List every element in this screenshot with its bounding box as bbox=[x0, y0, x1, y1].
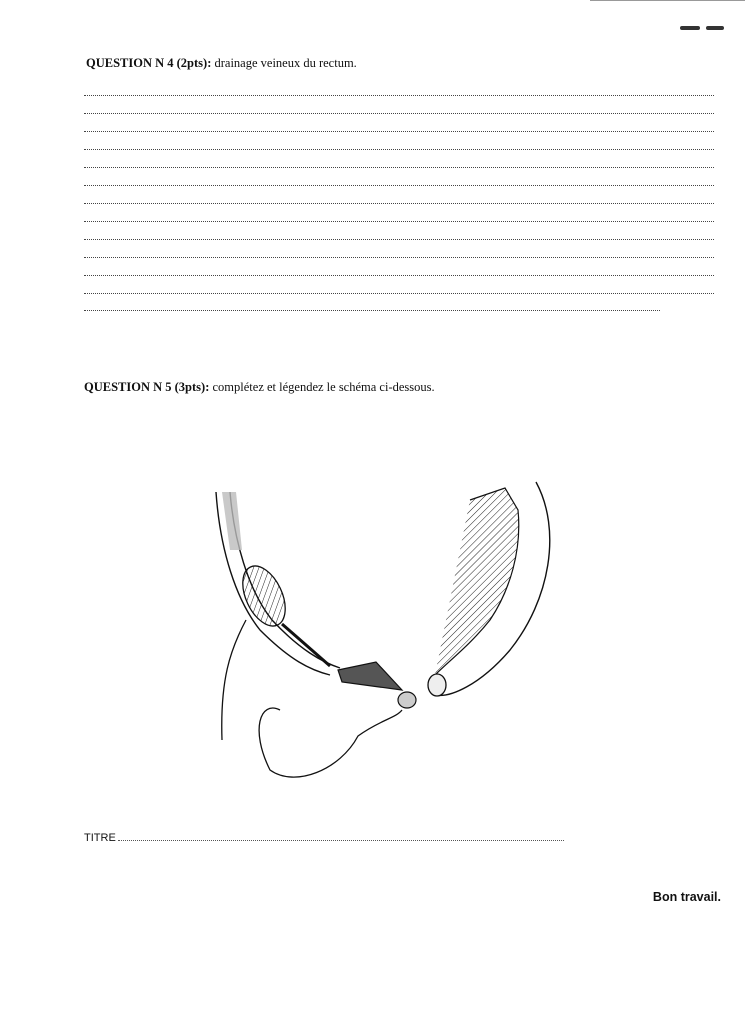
answer-line[interactable] bbox=[84, 148, 714, 150]
connecting-band bbox=[282, 624, 330, 666]
left-oval-structure bbox=[234, 559, 294, 632]
left-tube-shading bbox=[222, 492, 242, 550]
titre-label: TITRE bbox=[84, 832, 116, 844]
question-4-heading bbox=[86, 56, 357, 71]
answer-line[interactable] bbox=[84, 309, 660, 311]
triangular-structure bbox=[338, 662, 402, 690]
answer-line[interactable] bbox=[84, 292, 714, 294]
right-tube-opening bbox=[428, 674, 446, 696]
answer-line[interactable] bbox=[84, 202, 714, 204]
answer-line[interactable] bbox=[84, 238, 714, 240]
answer-line[interactable] bbox=[84, 112, 714, 114]
corner-scribble-mark bbox=[680, 26, 700, 30]
anatomical-sketch bbox=[150, 470, 590, 810]
question-4-text: drainage veineux du rectum. bbox=[211, 56, 357, 70]
top-edge-rule bbox=[590, 0, 745, 1]
titre-field[interactable] bbox=[84, 832, 564, 844]
lower-curved-outline bbox=[259, 708, 402, 777]
question-5-label: QUESTION N 5 (3pts): bbox=[84, 380, 210, 394]
answer-line[interactable] bbox=[84, 256, 714, 258]
corner-scribble-mark bbox=[706, 26, 724, 30]
question-5-heading bbox=[84, 380, 435, 395]
right-tube-hatched-wall bbox=[435, 488, 519, 675]
answer-line[interactable] bbox=[84, 94, 714, 96]
answer-line[interactable] bbox=[84, 220, 714, 222]
question-5-text: complétez et légendez le schéma ci-dessous. bbox=[209, 380, 435, 394]
left-lower-outline bbox=[222, 620, 246, 740]
titre-answer-line[interactable] bbox=[118, 840, 564, 841]
question-4-label: QUESTION N 4 (2pts): bbox=[86, 56, 212, 70]
answer-line[interactable] bbox=[84, 184, 714, 186]
answer-line[interactable] bbox=[84, 166, 714, 168]
small-oval-node bbox=[398, 692, 416, 708]
answer-line[interactable] bbox=[84, 274, 714, 276]
answer-line[interactable] bbox=[84, 130, 714, 132]
closing-note: Bon travail. bbox=[652, 890, 721, 904]
